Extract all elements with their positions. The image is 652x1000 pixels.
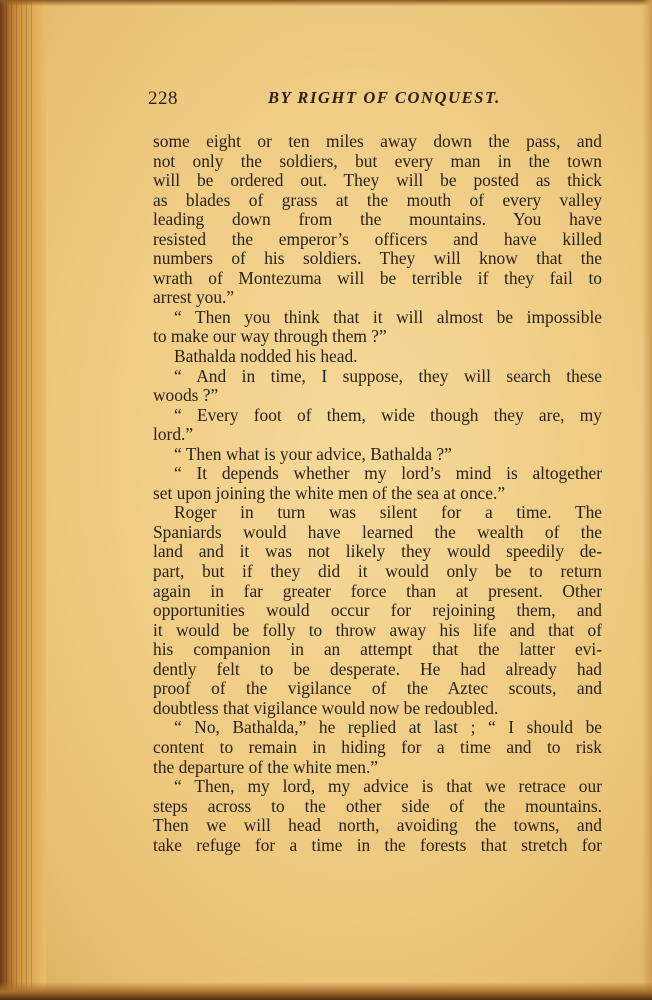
text-line: his companion in an attempt that the latter evi- xyxy=(153,639,602,660)
text-line: “ Then you think that it will almost be impossible xyxy=(174,306,602,327)
text-line: woods ?” xyxy=(153,385,219,406)
page-bottom-edge xyxy=(0,982,652,1000)
text-line: Spaniards would have learned the wealth of the xyxy=(153,521,602,542)
text-line: set upon joining the white men of the sea at once.” xyxy=(153,482,506,503)
text-line: Then we will head north, avoiding the towns, and xyxy=(153,815,602,836)
spine-texture xyxy=(6,0,36,1000)
page-top-edge xyxy=(0,0,652,6)
text-line: lord.” xyxy=(153,424,194,445)
text-line: again in far greater force than at present. Other xyxy=(153,580,602,601)
text-line: “ And in time, I suppose, they will search these xyxy=(174,365,602,386)
text-line: as blades of grass at the mouth of every valley xyxy=(153,189,602,210)
text-line: doubtless that vigilance would now be redoubled. xyxy=(153,697,499,718)
text-line: to make our way through them ?” xyxy=(153,326,387,347)
text-line: Bathalda nodded his head. xyxy=(174,346,358,367)
body-text xyxy=(153,132,602,855)
text-line: land and it was not likely they would speedily de- xyxy=(153,541,602,562)
text-line: opportunities would occur for rejoining them, and xyxy=(153,600,602,621)
text-line: dently felt to be desperate. He had already had xyxy=(153,658,602,679)
page-right-edge xyxy=(642,0,652,1000)
text-line: the departure of the white men.” xyxy=(153,756,379,777)
text-line: leading down from the mountains. You have xyxy=(153,209,602,230)
text-line: it would be folly to throw away his life and that of xyxy=(153,619,602,640)
text-line: some eight or ten miles away down the pass, and xyxy=(153,131,602,151)
text-line: wrath of Montezuma will be terrible if they fail to xyxy=(153,267,602,288)
text-line: “ Then, my lord, my advice is that we retrace our xyxy=(174,776,602,797)
text-line: “ It depends whether my lord’s mind is altogether xyxy=(174,463,602,484)
text-line: “ No, Bathalda,” he replied at last ; “ I should be xyxy=(174,717,602,738)
running-head: BY RIGHT OF CONQUEST. xyxy=(268,88,501,107)
text-line: take refuge for a time in the forests that stretch for xyxy=(153,834,602,855)
text-line: will be ordered out. They will be posted as thick xyxy=(153,170,602,191)
text-line: Roger in turn was silent for a time. The xyxy=(174,502,602,523)
text-line: content to remain in hiding for a time and to risk xyxy=(153,736,602,757)
text-line: not only the soldiers, but every man in the town xyxy=(153,150,602,171)
page-number: 228 xyxy=(148,88,178,109)
text-line: numbers of his soldiers. They will know that the xyxy=(153,248,602,269)
text-line: proof of the vigilance of the Aztec scouts, and xyxy=(153,678,602,699)
page-header xyxy=(148,88,600,112)
text-line: arrest you.” xyxy=(153,287,235,308)
text-line: “ Then what is your advice, Bathalda ?” xyxy=(174,443,452,464)
text-line: resisted the emperor’s officers and have killed xyxy=(153,228,602,249)
text-line: “ Every foot of them, wide though they are, my xyxy=(174,404,602,425)
text-line: part, but if they did it would only be to return xyxy=(153,561,602,582)
text-line: steps across to the other side of the mountains. xyxy=(153,795,602,816)
